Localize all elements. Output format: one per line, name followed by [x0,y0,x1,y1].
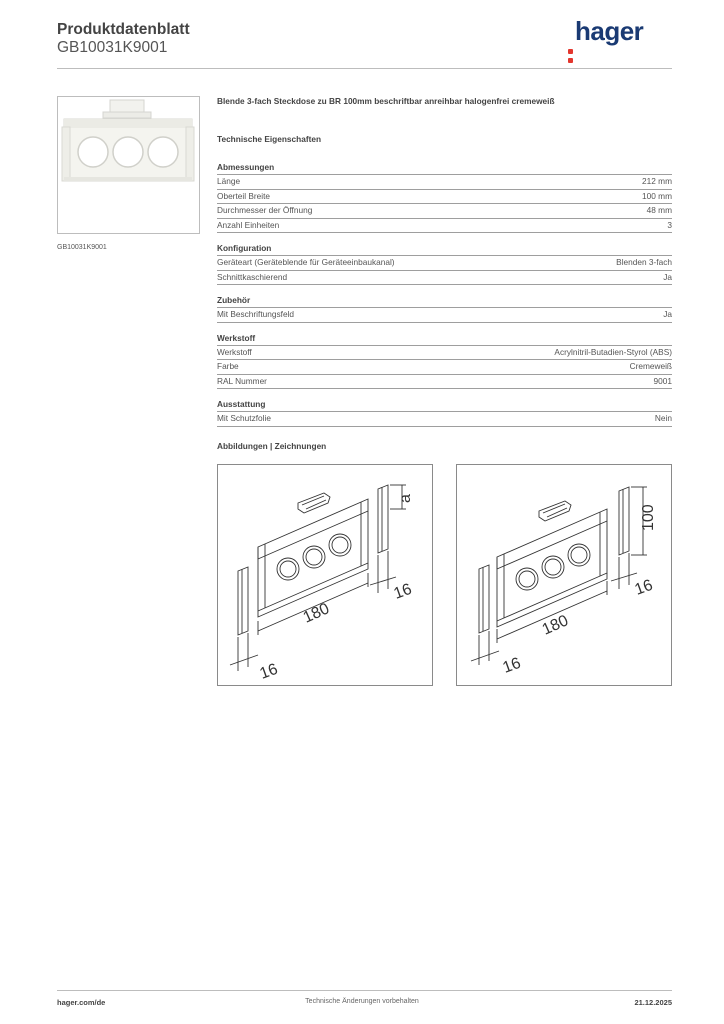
group-title: Abmessungen [217,161,672,175]
property-value: Blenden 3-fach [616,257,672,267]
property-row [217,256,672,271]
group-title: Ausstattung [217,398,672,412]
property-value: Ja [663,309,672,319]
properties-heading: Technische Eigenschaften [217,134,322,144]
dim-bottom-label: 16 [257,660,281,683]
footer-divider [57,990,672,991]
product-image-caption: GB10031K9001 [57,244,107,251]
technical-drawing-2 [456,464,672,686]
property-row [217,204,672,219]
property-label: Schnittkaschierend [217,271,288,282]
property-value: Ja [663,271,672,282]
property-row [217,219,672,234]
dim-length-label: 180 [539,612,572,639]
dim-height-label: a [397,494,414,503]
dim-length-label: 180 [300,600,333,627]
figures-heading: Abbildungen | Zeichnungen [217,440,327,451]
dim-side-label: 16 [391,580,415,603]
property-row [217,308,672,323]
dim-height-label: 100 [640,504,657,531]
group-material [217,332,672,390]
property-value: 3 [667,219,672,230]
property-label: Geräteart (Geräteblende für Geräteeinbaukanal) [217,257,395,267]
header-divider [57,68,672,69]
product-code: GB10031K9001 [57,39,168,56]
product-image [57,96,200,234]
property-label: Farbe [217,361,239,371]
property-row [217,360,672,375]
logo-text: hager [575,16,644,46]
page-title: Produktdatenblatt [57,21,190,38]
group-dimensions [217,161,672,233]
property-row [217,190,672,205]
property-label: Werkstoff [217,346,252,357]
property-label: Oberteil Breite [217,190,271,201]
property-label: RAL Nummer [217,375,267,386]
property-label: Mit Schutzfolie [217,413,271,423]
property-row [217,175,672,190]
property-label: Anzahl Einheiten [217,219,280,230]
property-value: Cremeweiß [629,361,672,371]
product-details [217,96,672,451]
group-accessories [217,294,672,323]
dim-side-label: 16 [632,576,656,599]
property-value: Nein [654,413,672,423]
property-row [217,412,672,427]
hager-logo [567,16,643,47]
technical-drawing-1 [217,464,433,686]
property-row [217,271,672,286]
footer-note: Technische Änderungen vorbehalten [305,998,419,1005]
property-label: Durchmesser der Öffnung [217,205,313,215]
property-label: Länge [217,176,241,186]
property-value: 100 mm [642,190,672,201]
property-row [217,346,672,361]
product-title: Blende 3-fach Steckdose zu BR 100mm beschriftbar anreihbar halogenfrei cremeweiß [217,96,555,106]
group-title: Konfiguration [217,242,672,256]
property-value: 212 mm [642,176,672,186]
group-configuration [217,242,672,285]
group-equipment [217,398,672,427]
property-label: Mit Beschriftungsfeld [217,309,295,319]
footer-date: 21.12.2025 [634,998,672,1007]
property-value: 48 mm [646,205,672,215]
property-value: 9001 [653,375,672,386]
group-title: Zubehör [217,294,672,308]
property-row [217,375,672,390]
property-value: Acrylnitril-Butadien-Styrol (ABS) [554,346,672,357]
footer-website-link[interactable]: hager.com/de [57,998,106,1007]
group-title: Werkstoff [217,332,672,346]
dim-bottom-label: 16 [500,654,524,677]
